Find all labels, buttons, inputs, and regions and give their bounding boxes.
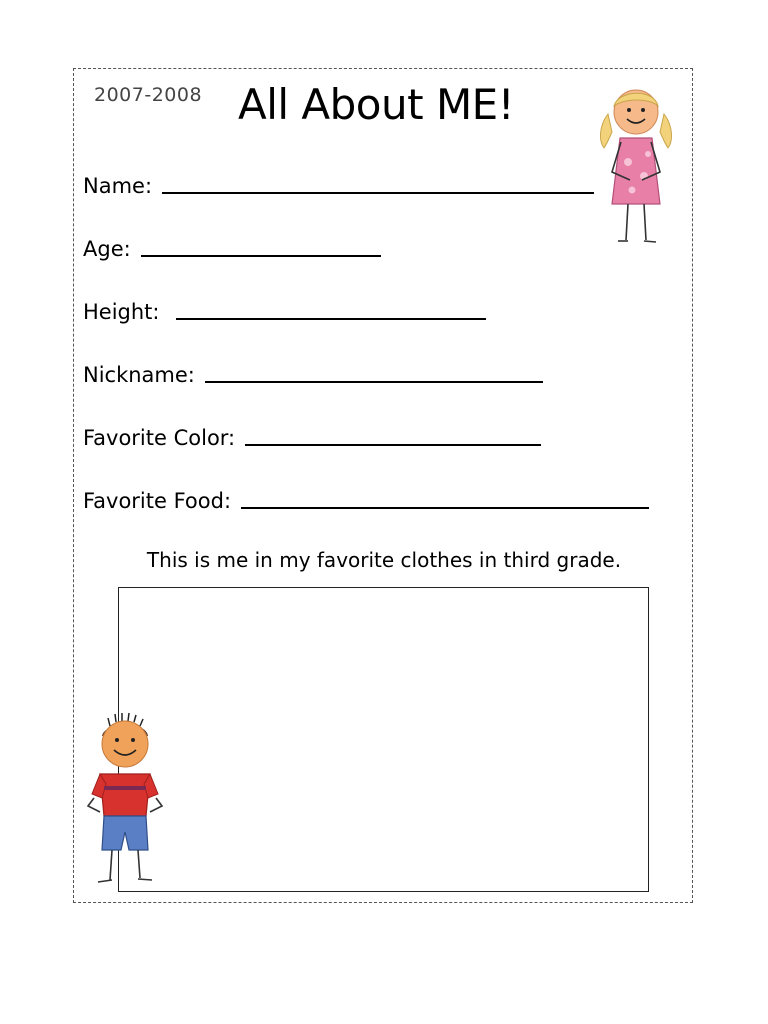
nickname-field[interactable] xyxy=(83,359,543,387)
favorite-food-field[interactable] xyxy=(83,485,649,513)
age-field[interactable] xyxy=(83,233,381,261)
drawing-area[interactable] xyxy=(118,587,649,892)
picture-caption: This is me in my favorite clothes in third grade. xyxy=(146,548,622,572)
favorite-food-line[interactable] xyxy=(241,507,649,509)
age-line[interactable] xyxy=(141,255,381,257)
nickname-label: Nickname: xyxy=(83,363,195,387)
favorite-color-label: Favorite Color: xyxy=(83,426,236,450)
boy-clipart-icon xyxy=(84,712,166,884)
page-title: All About ME! xyxy=(238,80,515,129)
name-line[interactable] xyxy=(162,192,594,194)
height-field[interactable] xyxy=(83,296,486,324)
nickname-line[interactable] xyxy=(205,381,543,383)
height-line[interactable] xyxy=(176,318,486,320)
favorite-color-field[interactable] xyxy=(83,422,541,450)
age-label: Age: xyxy=(83,237,131,261)
school-year: 2007-2008 xyxy=(94,84,203,106)
favorite-color-line[interactable] xyxy=(245,444,541,446)
name-field[interactable] xyxy=(83,170,594,198)
favorite-food-label: Favorite Food: xyxy=(83,489,232,513)
height-label: Height: xyxy=(83,300,160,324)
girl-clipart-icon xyxy=(594,84,678,248)
name-label: Name: xyxy=(83,174,153,198)
